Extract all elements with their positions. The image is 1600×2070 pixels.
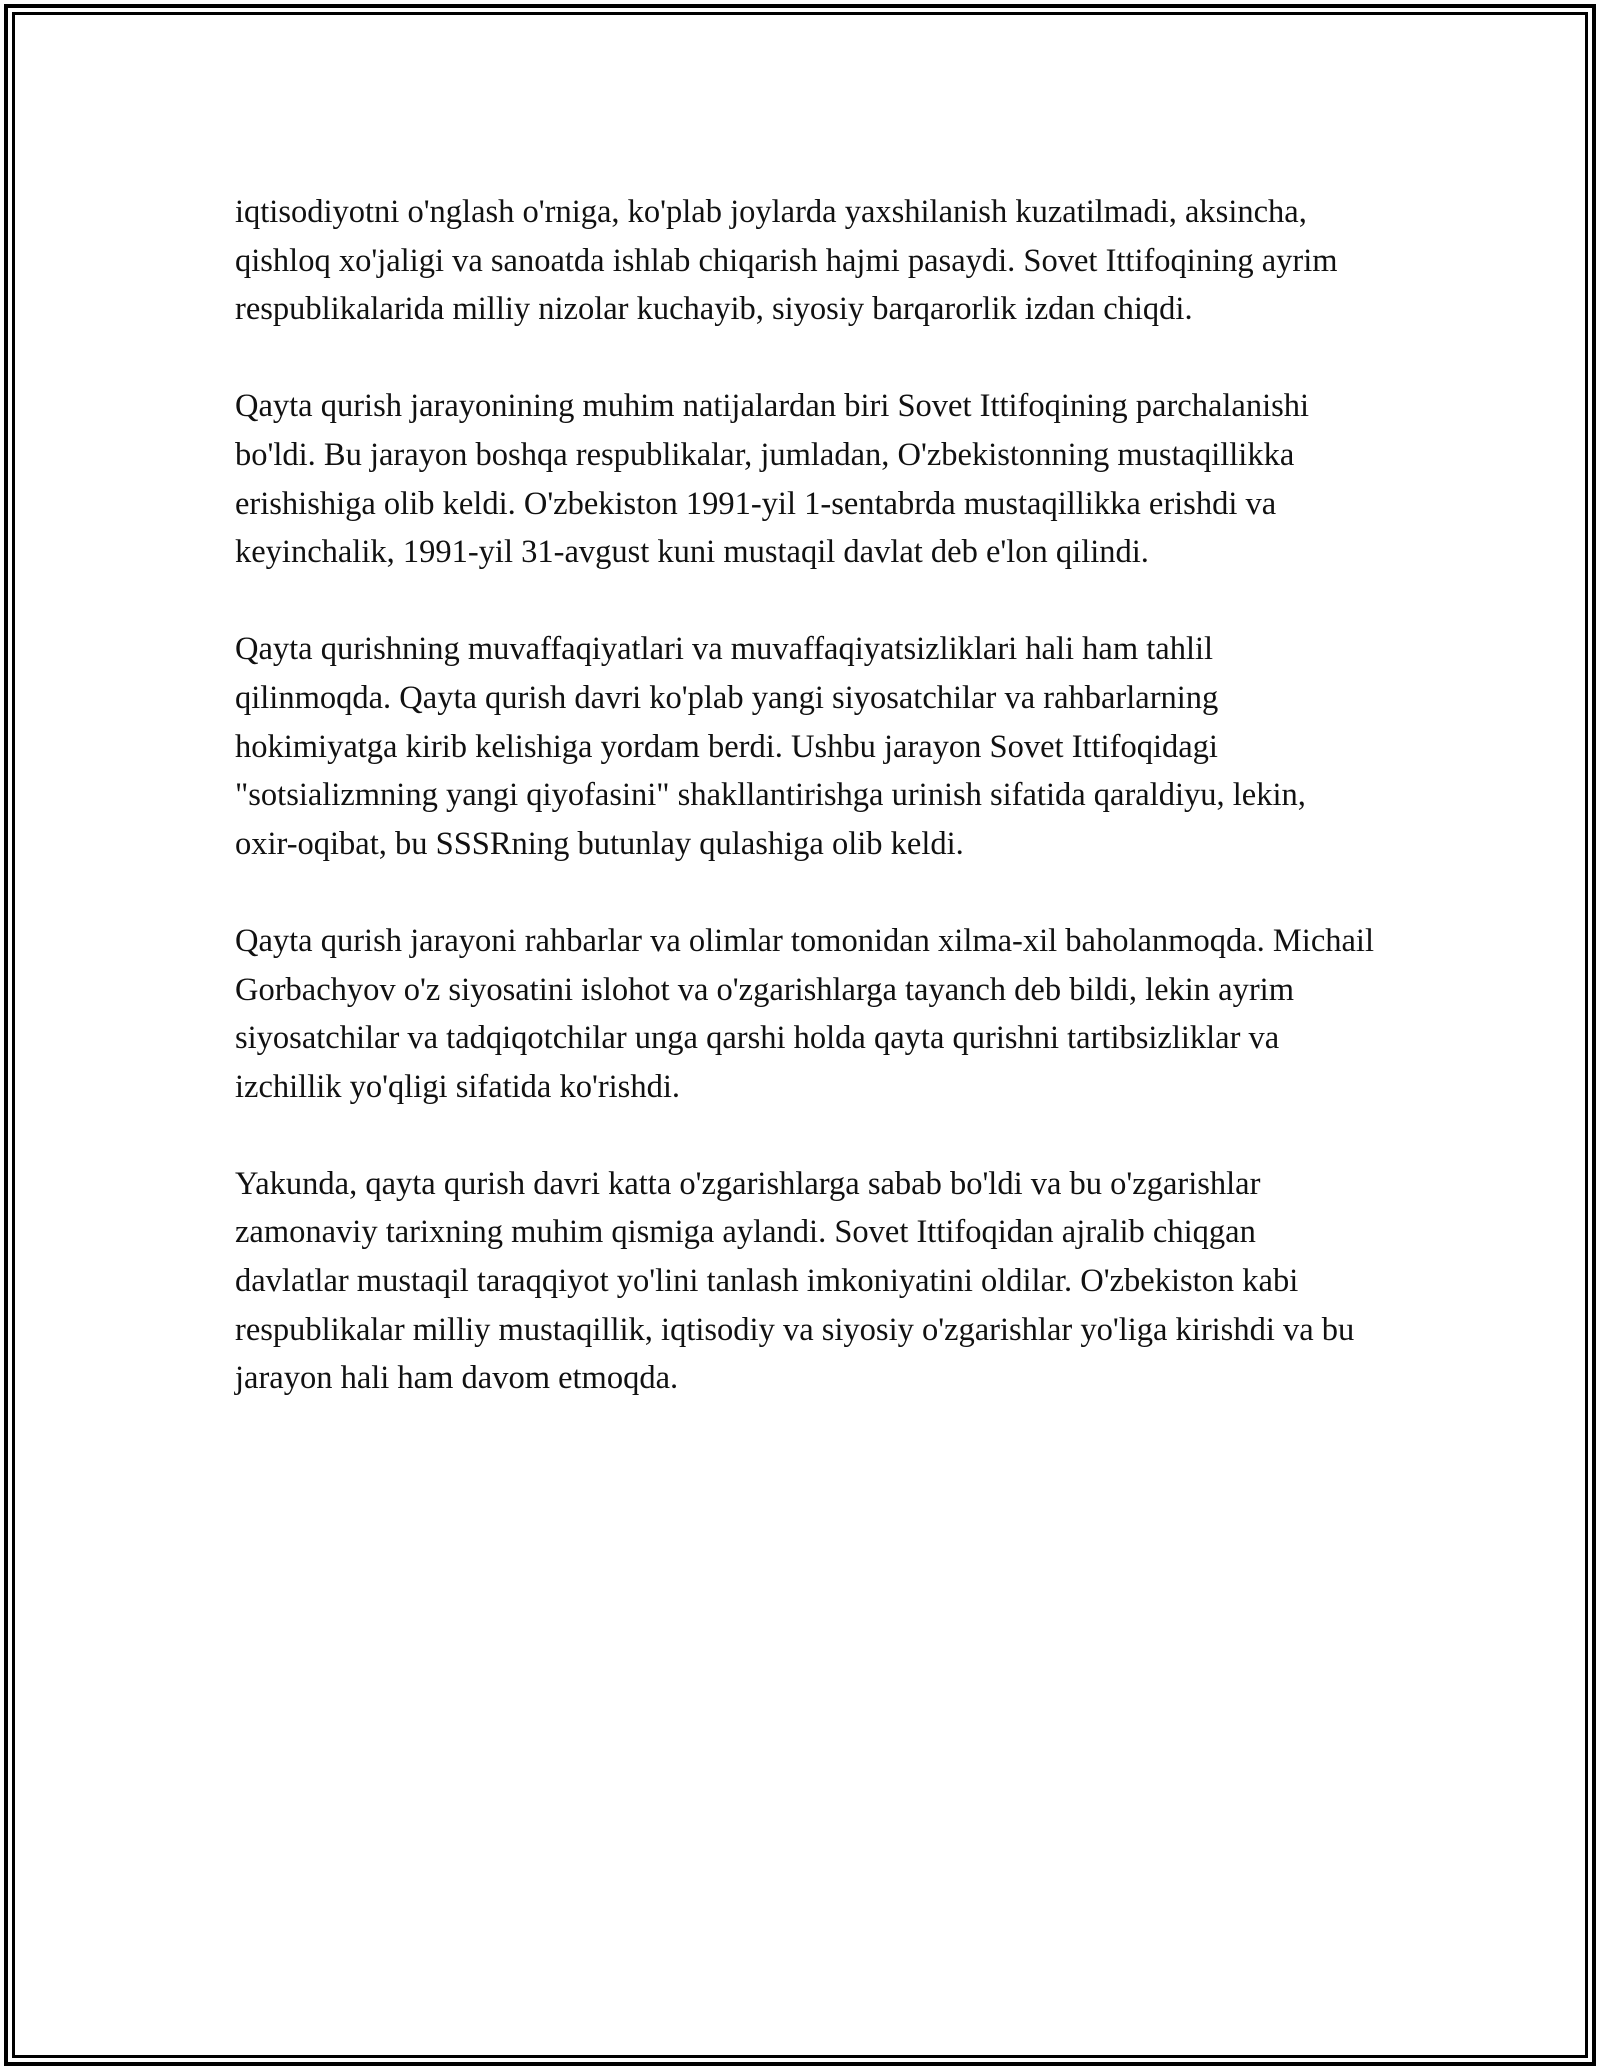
paragraph-3: Qayta qurishning muvaffaqiyatlari va muvaffaqiyatsizliklari hali ham tahlil qilinmoqda. Qayta qurish davri ko'plab yangi siyosatchilar va rahbarlarning hokimiyatga kirib kelishiga yordam berdi. Ushbu jarayon Sovet Ittifoqidagi "sotsializmning yangi qiyofasini" shakllantirishga urinish sifatida qaraldiyu, lekin, oxir-oqibat, bu SSSRning butunlay qulashiga olib keldi. [235, 631, 1306, 862]
paragraph-4: Qayta qurish jarayoni rahbarlar va olimlar tomonidan xilma-xil baholanmoqda. Michail Gorbachyov o'z siyosatini islohot va o'zgarishlarga tayanch deb bildi, lekin ayrim siyosatchilar va tadqiqotchilar unga qarshi holda qayta qurishni tartibsizliklar va izchillik yo'qligi sifatida ko'rishdi. [235, 922, 1374, 1105]
document-body [235, 188, 1375, 1451]
paragraph-1: iqtisodiyotni o'nglash o'rniga, ko'plab joylarda yaxshilanish kuzatilmadi, aksincha, qishloq xo'jaligi va sanoatda ishlab chiqarish hajmi pasaydi. Sovet Ittifoqining ayrim respublikalarida milliy nizolar kuchayib, siyosiy barqarorlik izdan chiqdi. [235, 194, 1338, 328]
paragraph-2: Qayta qurish jarayonining muhim natijalardan biri Sovet Ittifoqining parchalanishi bo'ldi. Bu jarayon boshqa respublikalar, jumladan, O'zbekistonning mustaqillikka erishishiga olib keldi. O'zbekiston 1991-yil 1-sentabrda mustaqillikka erishdi va keyinchalik, 1991-yil 31-avgust kuni mustaqil davlat deb e'lon qilindi. [235, 388, 1310, 571]
paragraph-5: Yakunda, qayta qurish davri katta o'zgarishlarga sabab bo'ldi va bu o'zgarishlar zamonaviy tarixning muhim qismiga aylandi. Sovet Ittifoqidan ajralib chiqgan davlatlar mustaqil taraqqiyot yo'lini tanlash imkoniyatini oldilar. O'zbekiston kabi respublikalar milliy mustaqillik, iqtisodiy va siyosiy o'zgarishlar yo'liga kirishdi va bu jarayon hali ham davom etmoqda. [235, 1165, 1355, 1397]
